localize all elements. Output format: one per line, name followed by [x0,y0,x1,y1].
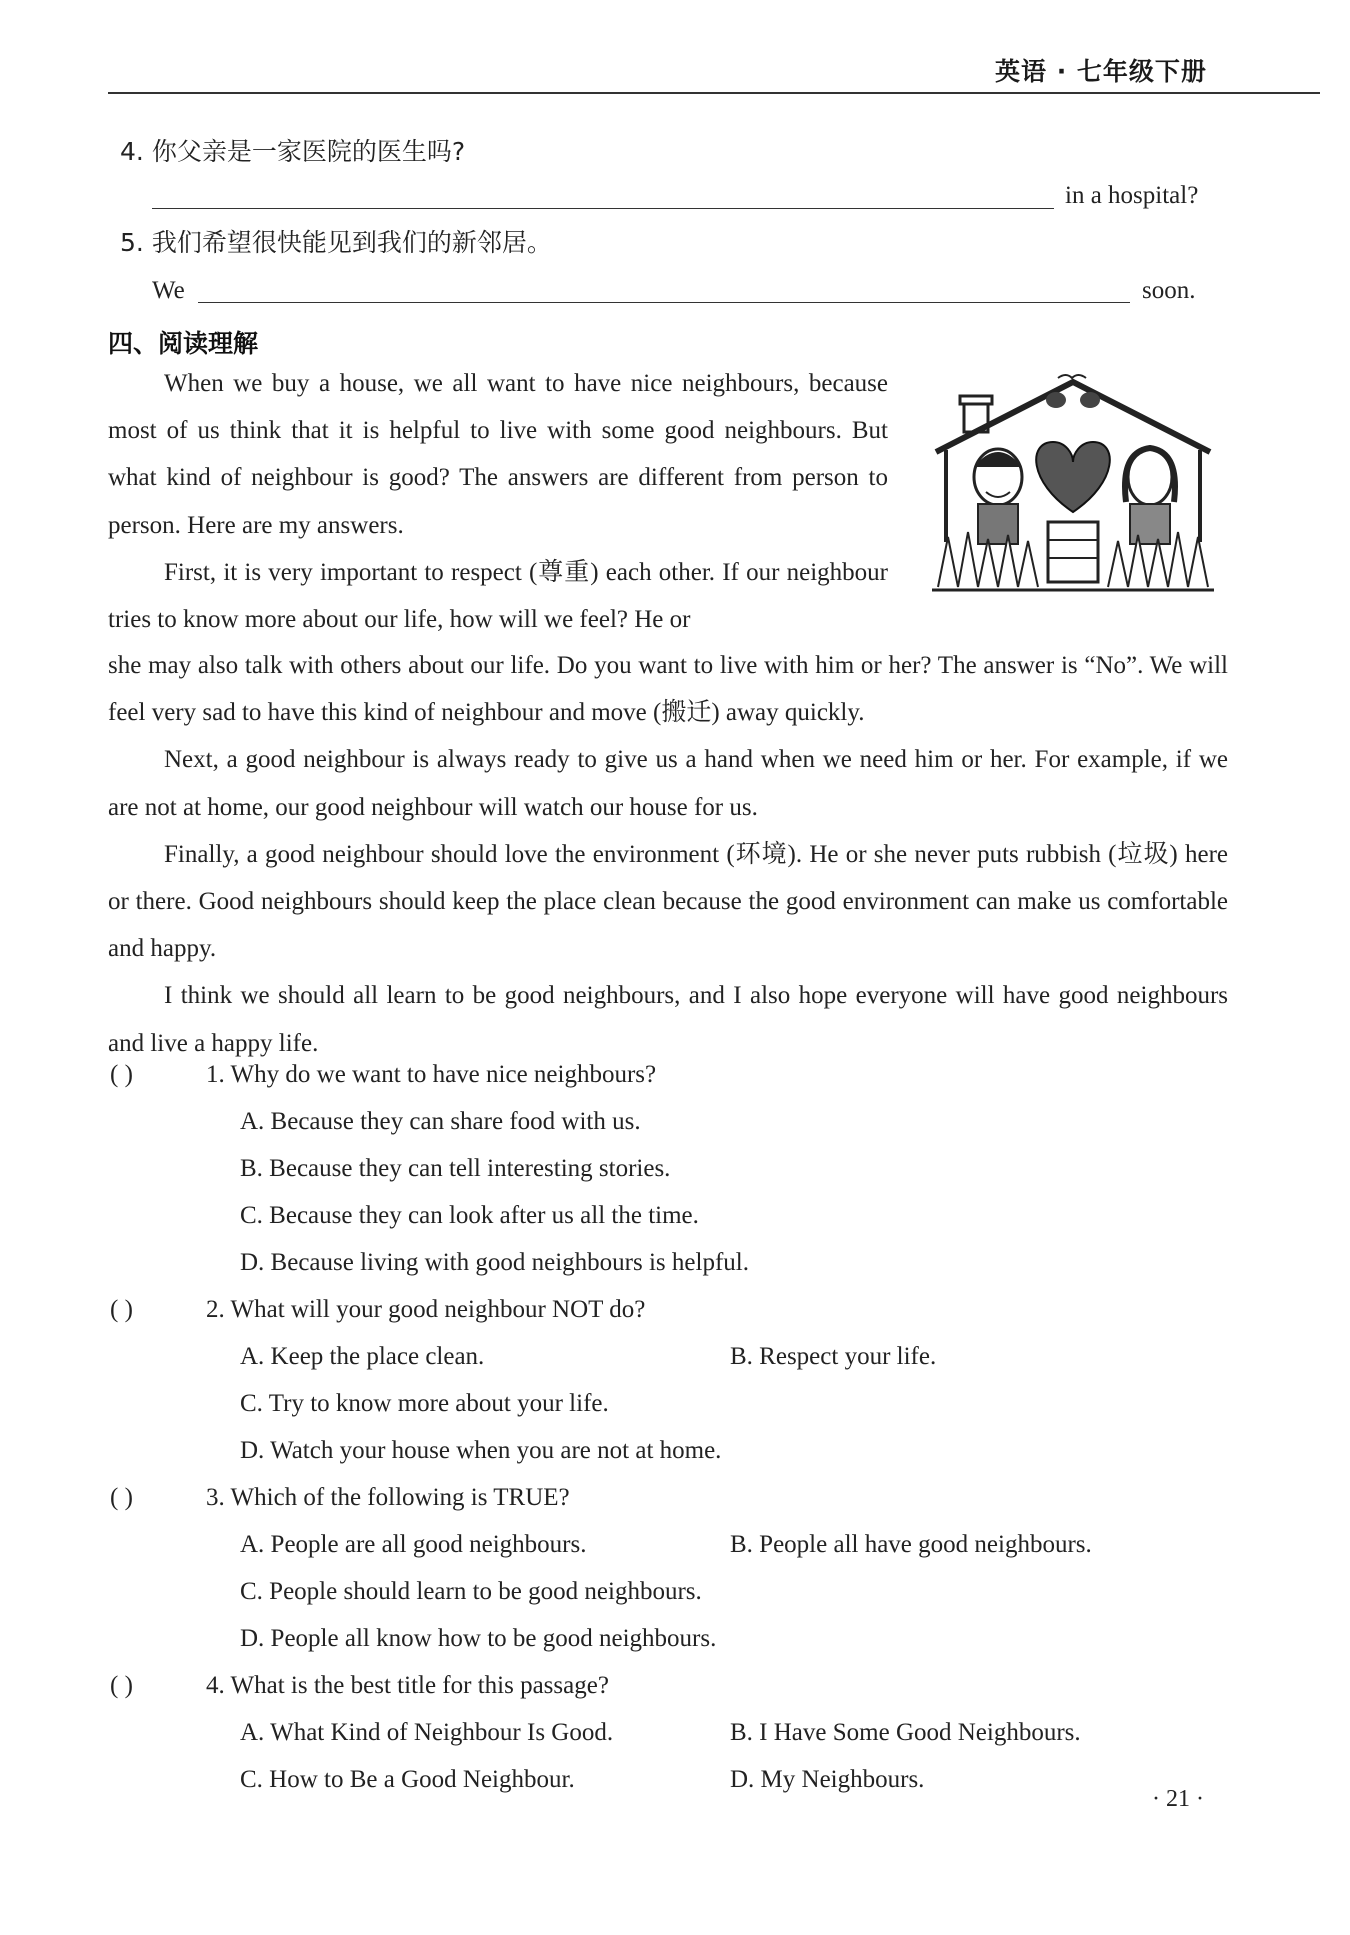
question-3-option-a: A. People are all good neighbours. [240,1531,587,1558]
question-1-option-c: C. Because they can look after us all the time. [240,1202,699,1229]
question-3-option-b: B. People all have good neighbours. [730,1531,1092,1558]
question-1-option-d: D. Because living with good neighbours is helpful. [240,1249,749,1276]
question-1-option-b: B. Because they can tell interesting stories. [240,1155,671,1182]
question-4-option-a: A. What Kind of Neighbour Is Good. [240,1719,614,1746]
passage-paragraph-2b: she may also talk with others about our life. Do you want to live with him or her? The answer is “No”. We will feel very sad to have this kind of neighbour and move (搬迁) away quickly. [108,652,1228,727]
header-rule [108,92,1320,94]
translation-q5-tail: soon. [1142,277,1196,304]
passage-paragraph-2a: First, it is very important to respect (尊重) each other. If our neighbour tries to know more about our life, how will we feel? He or [108,558,888,634]
question-3-stem: 3. Which of the following is TRUE? [206,1484,570,1511]
translation-q4-tail: in a hospital? [1065,182,1199,209]
question-1-option-a: A. Because they can share food with us. [240,1108,641,1135]
question-4-option-d: D. My Neighbours. [730,1766,925,1793]
question-2-option-d: D. Watch your house when you are not at home. [240,1437,722,1464]
question-3 [110,1483,570,1513]
question-2-option-b: B. Respect your life. [730,1343,937,1370]
question-2-option-a: A. Keep the place clean. [240,1343,485,1370]
question-2 [110,1295,645,1325]
question-2-option-c: C. Try to know more about your life. [240,1390,609,1417]
question-2-answer-paren[interactable]: ( ) [110,1296,133,1323]
translation-q4-prompt [120,137,465,167]
question-4-option-c: C. How to Be a Good Neighbour. [240,1766,575,1793]
passage-body [108,642,1228,1067]
passage-top [108,360,888,643]
translation-q5-chinese: 我们希望很快能见到我们的新邻居。 [151,228,552,257]
translation-q4-answer-blank[interactable] [152,208,1054,209]
question-4 [110,1671,609,1701]
question-1 [110,1060,656,1090]
translation-q5-lead: We [152,277,185,304]
question-3-option-d: D. People all know how to be good neighbours. [240,1625,717,1652]
question-3-option-c: C. People should learn to be good neighbours. [240,1578,702,1605]
question-3-answer-paren[interactable]: ( ) [110,1484,133,1511]
passage-paragraph-1: When we buy a house, we all want to have nice neighbours, because most of us think that it is helpful to live with some good neighbours. But what kind of neighbour is good? The answers are different from person to person. Here are my answers. [108,370,888,539]
question-4-answer-paren[interactable]: ( ) [110,1672,133,1699]
question-1-answer-paren[interactable]: ( ) [110,1061,133,1088]
translation-q4-number: 4. [120,137,144,166]
translation-q5-prompt [120,228,552,258]
page-number: · 21 · [1152,1786,1204,1812]
question-1-stem: 1. Why do we want to have nice neighbours? [206,1061,657,1088]
passage-paragraph-5: I think we should all learn to be good neighbours, and I also hope everyone will have good neighbours and live a happy life. [108,982,1228,1057]
neighbours-house-illustration [928,372,1218,602]
question-4-stem: 4. What is the best title for this passage? [206,1672,609,1699]
translation-q4-chinese: 你父亲是一家医院的医生吗? [151,137,466,166]
question-4-option-b: B. I Have Some Good Neighbours. [730,1719,1081,1746]
passage-paragraph-3: Next, a good neighbour is always ready to give us a hand when we need him or her. For example, if we are not at home, our good neighbour will watch our house for us. [108,746,1228,821]
header-title: 英语 · 七年级下册 [995,57,1207,86]
section-heading: 四、阅读理解 [108,329,259,358]
translation-q5-answer-blank[interactable] [198,302,1130,303]
translation-q5-number: 5. [120,228,144,257]
question-2-stem: 2. What will your good neighbour NOT do? [206,1296,646,1323]
passage-paragraph-4: Finally, a good neighbour should love the environment (环境). He or she never puts rubbish (垃圾) here or there. Good neighbours should keep the place clean because the good environment can make us comfortable and happy. [108,840,1228,963]
